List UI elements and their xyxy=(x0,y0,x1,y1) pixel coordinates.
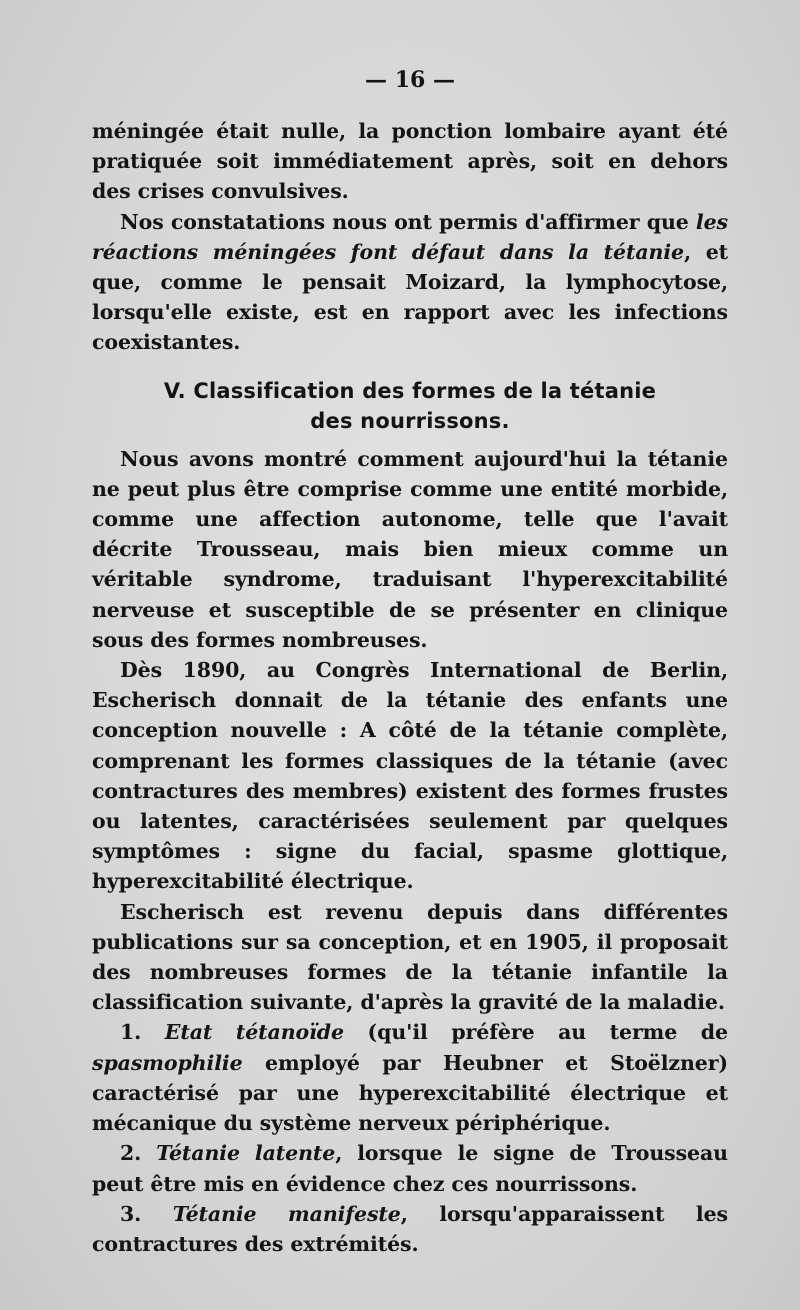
paragraph-5: Escherisch est revenu depuis dans différentes publications sur sa conception, et en 1905, il proposait des nombreuses formes de la tétanie infantile la classification suivante, d'après la gravité de la maladie. xyxy=(92,899,728,1015)
paragraph-1: méningée était nulle, la ponction lombaire ayant été pratiquée soit immédiatement après, soit en dehors des crises convulsives. xyxy=(92,119,728,204)
section-heading-line-1: V. Classification des formes de la tétanie xyxy=(163,378,657,403)
paragraph-2 xyxy=(92,207,728,358)
list-item-1-term-2: spasmophilie xyxy=(92,1050,243,1075)
list-item-3-number: 3. xyxy=(120,1201,173,1226)
list-item-3-text: , lorsqu'apparaissent les contractures des extrémités. xyxy=(92,1201,728,1256)
book-page xyxy=(92,60,728,1259)
paragraph-2-text-a: Nos constatations nous ont permis d'affirmer que xyxy=(120,209,696,234)
list-item-2-term: Tétanie latente xyxy=(156,1141,336,1166)
list-item-2-text: , lorsque le signe de Trousseau peut être mis en évidence chez ces nourrissons. xyxy=(92,1141,728,1196)
list-item-1-text-a: (qu'il préfère au terme de xyxy=(343,1020,728,1045)
paragraph-2-emphasis: les réactions méningées font défaut dans la tétanie xyxy=(92,209,728,264)
page-number: — 16 — xyxy=(365,67,455,93)
paragraph-2-text-b: , et que, comme le pensait Moizard, la lymphocytose, lorsqu'elle existe, est en rapport avec les infections coexistantes. xyxy=(92,239,729,355)
paragraph-4: Dès 1890, au Congrès International de Berlin, Escherisch donnait de la tétanie des enfants une conception nouvelle : A côté de la tétanie complète, comprenant les formes classiques de la tétanie (avec contractures des membres) existent des formes frustes ou latentes, caractérisées seulement par quelques symptômes : signe du facial, spasme glottique, hyperexcitabilité électrique. xyxy=(92,658,728,894)
list-item-2 xyxy=(92,1138,728,1198)
list-item-3-term: Tétanie manifeste xyxy=(172,1201,401,1226)
list-item-1-term: Etat tétanoïde xyxy=(164,1020,344,1045)
list-item-2-number: 2. xyxy=(120,1141,157,1166)
list-item-1 xyxy=(92,1017,728,1138)
section-heading xyxy=(92,376,728,436)
list-item-1-text-b: employé par Heubner et Stoëlzner) caractérisé par une hyperexcitabilité électrique et mécanique du système nerveux périphérique. xyxy=(92,1050,728,1136)
paragraph-3: Nous avons montré comment aujourd'hui la tétanie ne peut plus être comprise comme une entité morbide, comme une affection autonome, telle que l'avait décrite Trousseau, mais bien mieux comme un véritable syndrome, traduisant l'hyperexcitabilité nerveuse et susceptible de se présenter en clinique sous des formes nombreuses. xyxy=(92,446,728,652)
list-item-1-number: 1. xyxy=(120,1020,165,1045)
section-heading-line-2: des nourrissons. xyxy=(310,408,510,433)
list-item-3 xyxy=(92,1199,728,1259)
